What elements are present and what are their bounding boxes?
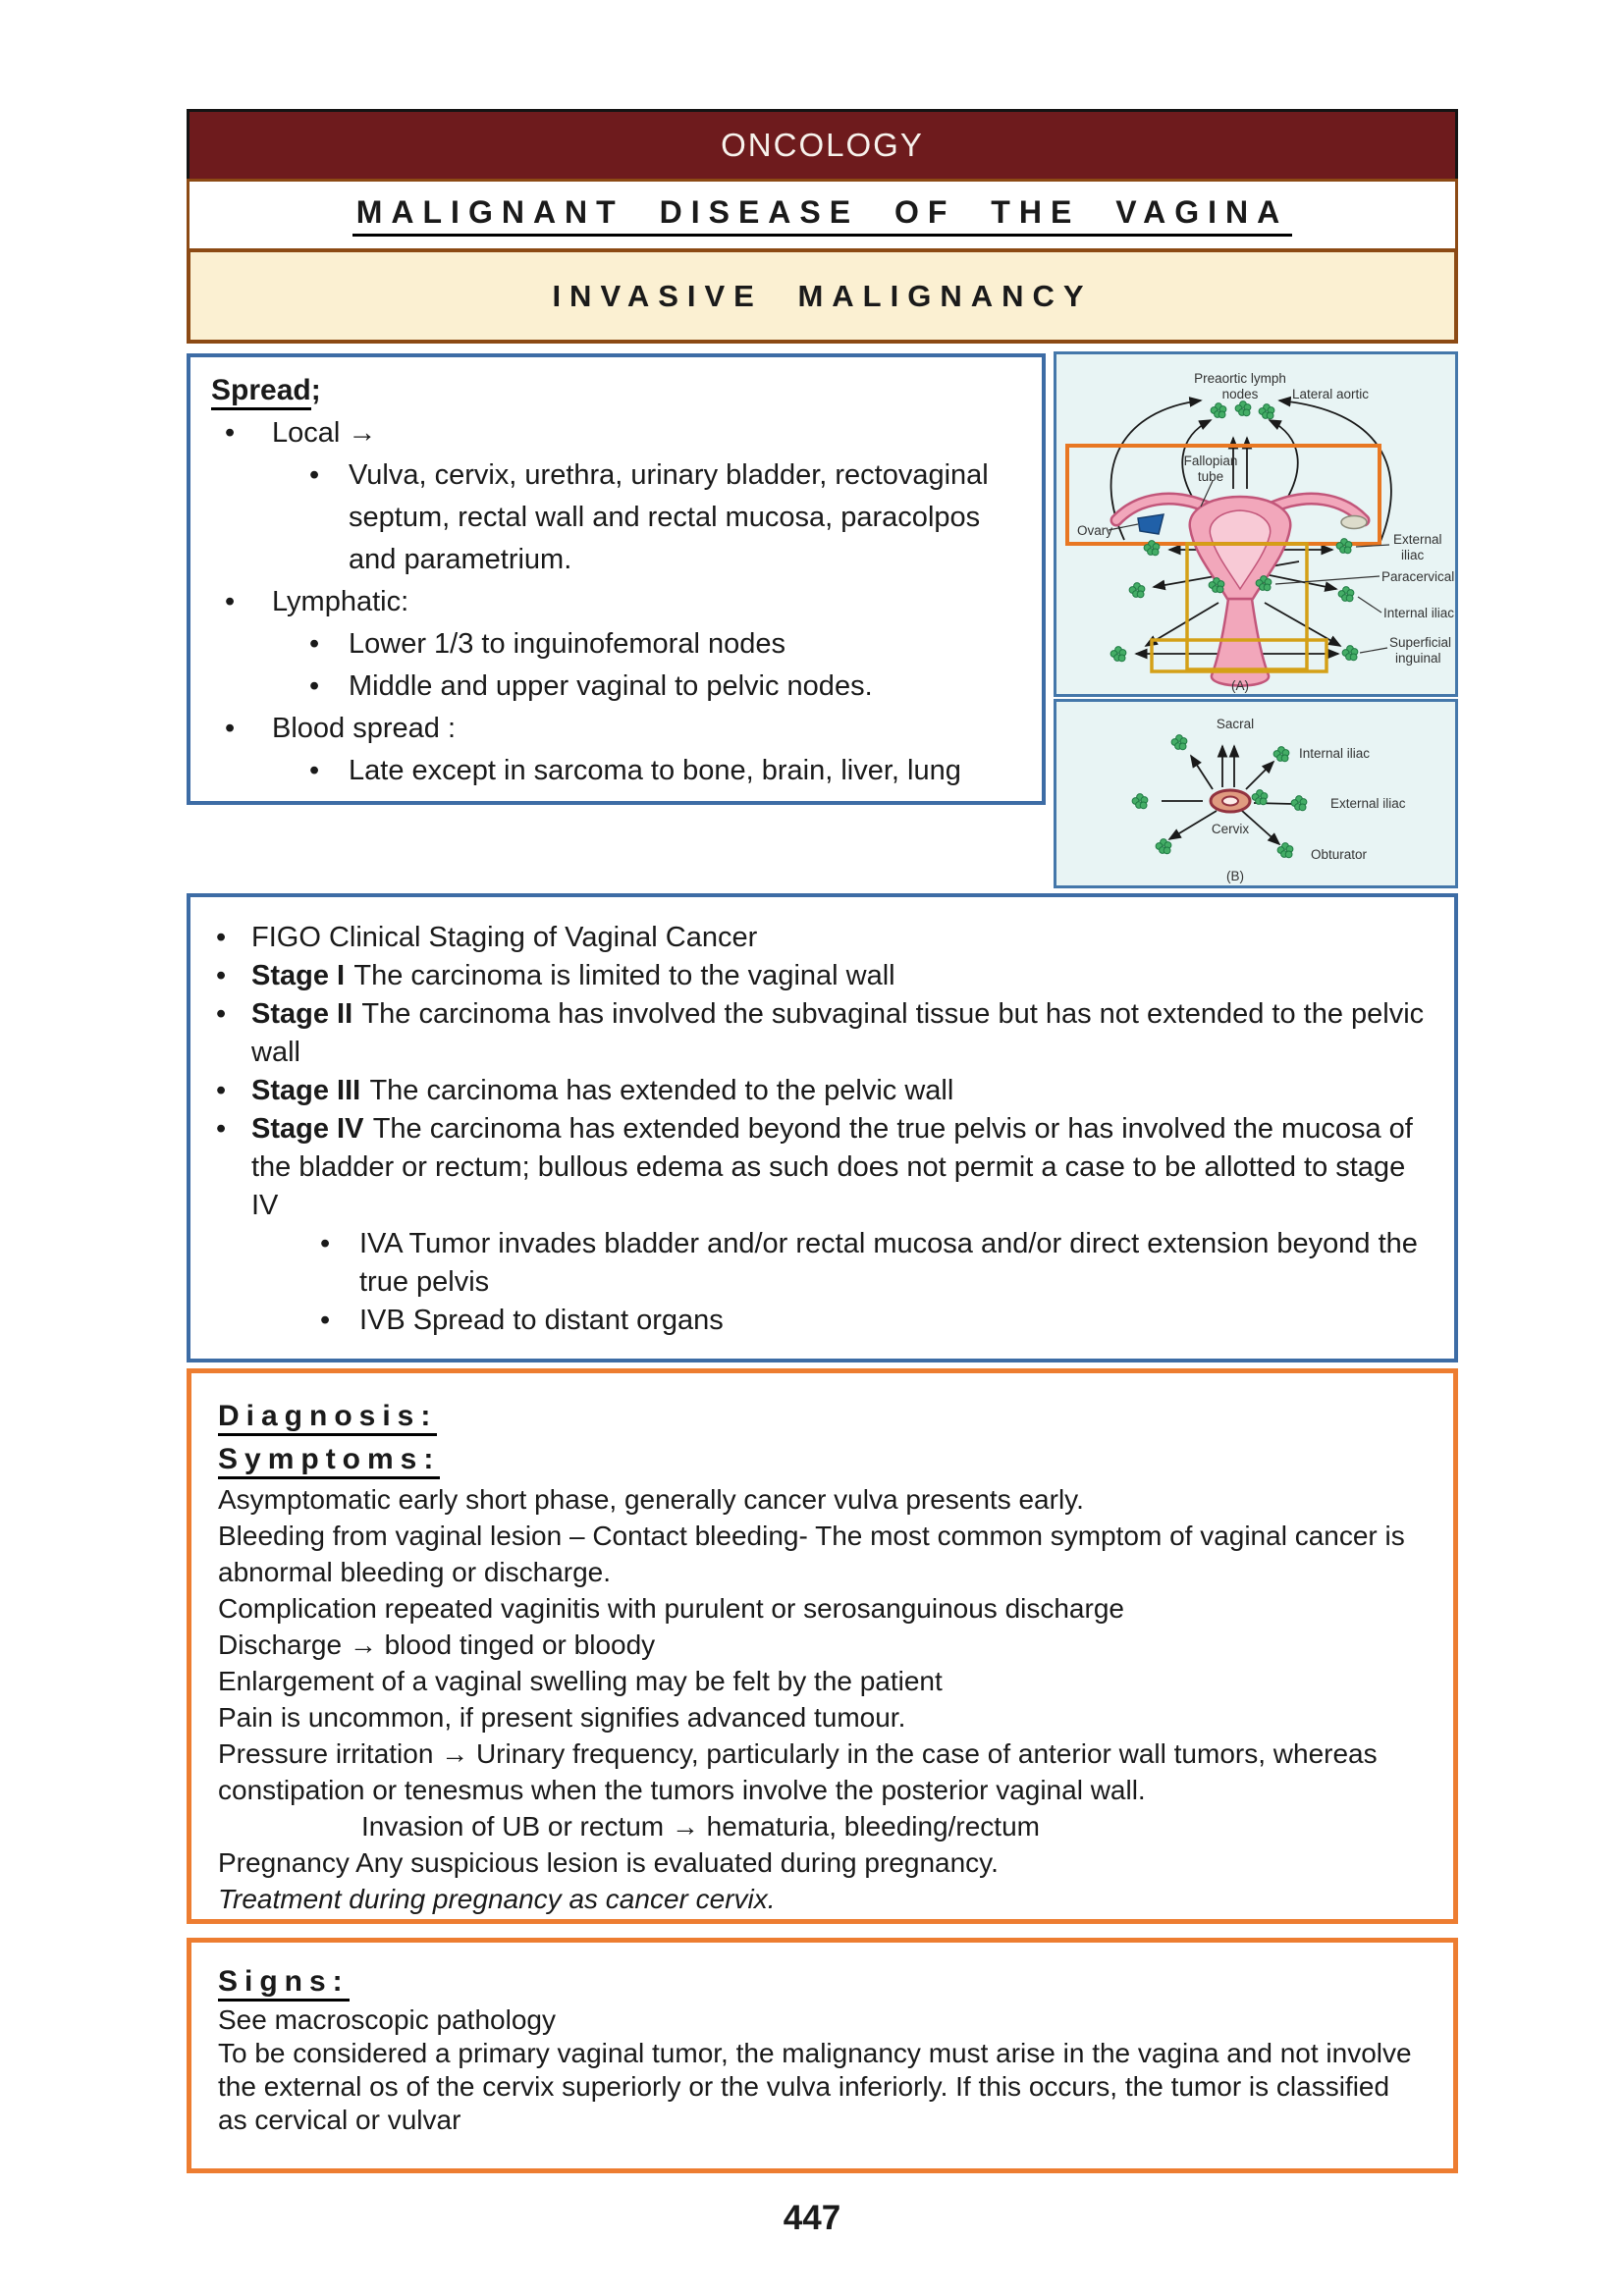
list-item-text: IVB Spread to distant organs xyxy=(359,1305,724,1336)
label-preaortic-line1: Preaortic lymph xyxy=(1194,371,1286,386)
lymphatic-drainage-figure-a xyxy=(1054,351,1458,697)
stage-label: Stage IV xyxy=(251,1113,364,1145)
symptoms-heading xyxy=(218,1438,1426,1481)
stage-text: The carcinoma has involved the subvaginal tissue but has not extended to the pelvic wall xyxy=(251,998,1425,1068)
spread-sublist xyxy=(272,623,1028,708)
spread-heading xyxy=(211,369,1028,412)
signs-box xyxy=(187,1938,1458,2173)
label-internal-iliac: Internal iliac xyxy=(1383,606,1455,620)
list-item xyxy=(272,454,1028,581)
symptom-line: Pregnancy Any suspicious lesion is evaluated during pregnancy. xyxy=(218,1847,999,1878)
label-external-iliac-line2: iliac xyxy=(1401,548,1425,562)
label-sacral: Sacral xyxy=(1216,717,1255,731)
figo-staging-box xyxy=(187,893,1458,1362)
diagnosis-heading-text: Diagnosis: xyxy=(218,1400,437,1436)
lymphatic-drainage-figure-b xyxy=(1054,699,1458,888)
section-subtitle-row xyxy=(187,248,1458,344)
list-item xyxy=(272,666,1028,708)
symptom-line: Discharge → blood tinged or bloody xyxy=(218,1629,656,1660)
list-item-text: Lymphatic: xyxy=(272,586,409,617)
list-item xyxy=(211,412,1028,581)
symptom-line: Invasion of UB or rectum → hematuria, bleeding/rectum xyxy=(361,1811,1040,1842)
list-item xyxy=(190,957,1427,995)
label-superficial-line2: inguinal xyxy=(1395,651,1441,666)
list-item xyxy=(211,581,1028,708)
symptoms-heading-text: Symptoms: xyxy=(218,1443,440,1479)
ovary-left xyxy=(1138,514,1164,534)
label-ovary: Ovary xyxy=(1077,523,1113,538)
list-item xyxy=(190,919,1427,957)
figo-list xyxy=(190,919,1427,1340)
label-cervix: Cervix xyxy=(1211,822,1250,836)
stage-iv-sublist xyxy=(251,1225,1427,1340)
stage-label: Stage III xyxy=(251,1075,361,1106)
chapter-banner xyxy=(187,109,1458,182)
label-external-iliac-b: External iliac xyxy=(1330,796,1406,811)
stage-text: The carcinoma has extended beyond the true pelvis or has involved the mucosa of the bladder or rectum; bullous edema as such does not permit a case to be allotted to stage IV xyxy=(251,1113,1413,1221)
page-title: MALIGNANT DISEASE OF THE VAGINA xyxy=(352,194,1293,237)
list-item-text: Blood spread : xyxy=(272,713,457,744)
symptom-line: Asymptomatic early short phase, generally cancer vulva presents early. xyxy=(218,1484,1084,1515)
figure-a-caption: (A) xyxy=(1231,678,1249,693)
diagnosis-box xyxy=(187,1368,1458,1924)
list-item-text: Late except in sarcoma to bone, brain, liver, lung xyxy=(349,755,961,786)
list-item xyxy=(190,1072,1427,1110)
figure-a-svg xyxy=(1054,351,1458,697)
label-fallopian-line1: Fallopian xyxy=(1183,454,1238,468)
list-item xyxy=(272,623,1028,666)
chapter-banner-label: ONCOLOGY xyxy=(721,127,924,163)
label-paracervical: Paracervical xyxy=(1381,569,1455,584)
stage-label: Stage I xyxy=(251,960,346,991)
stage-text: The carcinoma is limited to the vaginal wall xyxy=(353,960,895,991)
spread-box xyxy=(187,353,1046,805)
page-number: 447 xyxy=(783,2199,841,2237)
diagnosis-heading xyxy=(218,1395,1426,1438)
label-lateral-aortic: Lateral aortic xyxy=(1291,387,1370,401)
stage-text: The carcinoma has extended to the pelvic wall xyxy=(369,1075,954,1106)
ovary-right xyxy=(1341,516,1367,529)
list-item-text: FIGO Clinical Staging of Vaginal Cancer xyxy=(251,922,758,953)
spread-list xyxy=(211,412,1028,792)
label-external-iliac-line1: External xyxy=(1393,532,1442,547)
list-item-text: Local → xyxy=(272,417,377,449)
label-internal-iliac-b: Internal iliac xyxy=(1299,746,1371,761)
list-item xyxy=(251,1302,1427,1340)
list-item xyxy=(251,1225,1427,1302)
list-item xyxy=(272,750,1028,792)
list-item-text: Lower 1/3 to inguinofemoral nodes xyxy=(349,628,785,660)
symptom-line: Pain is uncommon, if present signifies advanced tumour. xyxy=(218,1702,906,1733)
symptom-line: Complication repeated vaginitis with purulent or serosanguinous discharge xyxy=(218,1593,1124,1624)
spread-sublist xyxy=(272,750,1028,792)
spread-sublist xyxy=(272,454,1028,581)
signs-line: See macroscopic pathology xyxy=(218,2004,556,2035)
stage-label: Stage II xyxy=(251,998,353,1030)
symptom-line: Bleeding from vaginal lesion – Contact bleeding- The most common symptom of vaginal cancer is abnormal bleeding or discharge. xyxy=(218,1521,1405,1587)
list-item-text: Vulva, cervix, urethra, urinary bladder, rectovaginal septum, rectal wall and rectal mucosa, paracolpos and parametrium. xyxy=(349,459,989,575)
figure-b-svg xyxy=(1054,699,1458,888)
label-fallopian-line2: tube xyxy=(1197,469,1224,484)
label-preaortic-line2: nodes xyxy=(1221,387,1259,401)
signs-heading-text: Signs: xyxy=(218,1965,350,2002)
section-subtitle: INVASIVE MALIGNANCY xyxy=(552,278,1093,313)
cervix-illustration xyxy=(1211,790,1250,812)
list-item xyxy=(211,708,1028,792)
spread-heading-punct: ; xyxy=(310,374,321,406)
signs-heading xyxy=(218,1960,1426,2003)
list-item-text: IVA Tumor invades bladder and/or rectal mucosa and/or direct extension beyond the true pelvis xyxy=(359,1228,1418,1298)
label-superficial-line1: Superficial xyxy=(1389,635,1452,650)
figure-b-caption: (B) xyxy=(1226,869,1244,883)
list-item xyxy=(190,995,1427,1072)
symptom-line: Enlargement of a vaginal swelling may be felt by the patient xyxy=(218,1666,943,1696)
page-title-row xyxy=(187,179,1458,251)
symptom-line: Pressure irritation → Urinary frequency, particularly in the case of anterior wall tumors, whereas constipation or tenesmus when the tumors involve the posterior vaginal wall. xyxy=(218,1738,1378,1805)
signs-line: To be considered a primary vaginal tumor, the malignancy must arise in the vagina and not involve the external os of the cervix superiorly or the vulva inferiorly. If this occurs, the tumor is classified as cervical or vulvar xyxy=(218,2038,1412,2135)
list-item xyxy=(190,1110,1427,1340)
symptom-line: Treatment during pregnancy as cancer cervix. xyxy=(218,1884,776,1914)
label-obturator: Obturator xyxy=(1311,847,1368,862)
list-item-text: Middle and upper vaginal to pelvic nodes. xyxy=(349,670,873,702)
spread-heading-text: Spread xyxy=(211,374,311,410)
